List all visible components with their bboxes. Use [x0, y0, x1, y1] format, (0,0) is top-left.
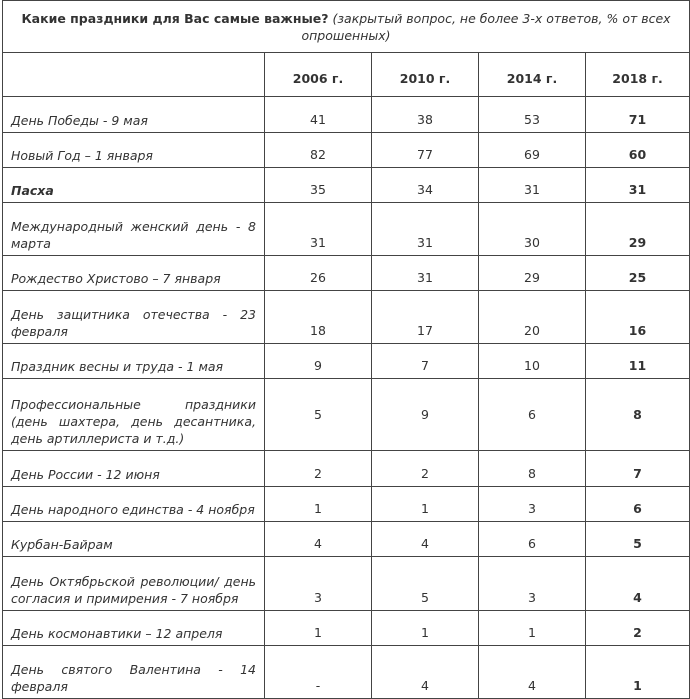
value-cell: 34 — [372, 168, 479, 203]
table-row — [3, 203, 690, 256]
value-cell: 77 — [372, 133, 479, 168]
value-cell: 31 — [479, 168, 586, 203]
value-cell: 82 — [265, 133, 372, 168]
table-row — [3, 451, 690, 487]
table-row — [3, 611, 690, 646]
value-cell: 31 — [265, 203, 372, 256]
value-cell: 2 — [372, 451, 479, 487]
value-cell: 6 — [586, 487, 690, 522]
value-cell: 7 — [586, 451, 690, 487]
value-cell: 1 — [586, 646, 690, 699]
value-cell: 2 — [265, 451, 372, 487]
value-cell: 69 — [479, 133, 586, 168]
row-label: Рождество Христово – 7 января — [3, 256, 265, 291]
value-cell: 10 — [479, 344, 586, 379]
value-cell: 1 — [479, 611, 586, 646]
value-cell: 1 — [372, 487, 479, 522]
value-cell: 1 — [372, 611, 479, 646]
row-label: День защитника отечества - 23 февраля — [3, 291, 265, 344]
row-label: День Октябрьской революции/ день согласия и примирения - 7 ноября — [3, 557, 265, 611]
value-cell: 7 — [372, 344, 479, 379]
value-cell: 25 — [586, 256, 690, 291]
row-label: Пасха — [3, 168, 265, 203]
value-cell: 60 — [586, 133, 690, 168]
table-row — [3, 168, 690, 203]
value-cell: 31 — [586, 168, 690, 203]
table-caption — [3, 1, 690, 53]
column-header: 2018 г. — [586, 53, 690, 97]
row-label: Новый Год – 1 января — [3, 133, 265, 168]
value-cell: 20 — [479, 291, 586, 344]
value-cell: 29 — [479, 256, 586, 291]
value-cell: 3 — [265, 557, 372, 611]
value-cell: 5 — [586, 522, 690, 557]
column-header: 2014 г. — [479, 53, 586, 97]
value-cell: 31 — [372, 203, 479, 256]
column-header: 2006 г. — [265, 53, 372, 97]
row-label: День народного единства - 4 ноября — [3, 487, 265, 522]
value-cell: 35 — [265, 168, 372, 203]
header-empty — [3, 53, 265, 97]
table-row — [3, 256, 690, 291]
value-cell: 4 — [372, 646, 479, 699]
row-label: День святого Валентина - 14 февраля — [3, 646, 265, 699]
row-label: День космонавтики – 12 апреля — [3, 611, 265, 646]
table-row — [3, 646, 690, 699]
value-cell: 38 — [372, 97, 479, 133]
value-cell: 6 — [479, 522, 586, 557]
value-cell: 5 — [265, 379, 372, 451]
value-cell: 9 — [265, 344, 372, 379]
value-cell: 4 — [372, 522, 479, 557]
question-text: Какие праздники для Вас самые важные? — [21, 10, 329, 26]
row-label: Курбан-Байрам — [3, 522, 265, 557]
value-cell: 4 — [586, 557, 690, 611]
survey-table — [2, 0, 690, 699]
value-cell: 29 — [586, 203, 690, 256]
table-row — [3, 557, 690, 611]
value-cell: 30 — [479, 203, 586, 256]
value-cell: 26 — [265, 256, 372, 291]
row-label: День России - 12 июня — [3, 451, 265, 487]
value-cell: 2 — [586, 611, 690, 646]
value-cell: 3 — [479, 487, 586, 522]
value-cell: 41 — [265, 97, 372, 133]
row-label: Профессиональные праздники (день шахтера, день десантника, день артиллериста и т.д.) — [3, 379, 265, 451]
value-cell: 18 — [265, 291, 372, 344]
table-row — [3, 522, 690, 557]
value-cell: 31 — [372, 256, 479, 291]
value-cell: 1 — [265, 487, 372, 522]
table-row — [3, 97, 690, 133]
value-cell: 16 — [586, 291, 690, 344]
value-cell: 5 — [372, 557, 479, 611]
table-row — [3, 379, 690, 451]
value-cell: 8 — [479, 451, 586, 487]
value-cell: 8 — [586, 379, 690, 451]
row-label: День Победы - 9 мая — [3, 97, 265, 133]
table-row — [3, 291, 690, 344]
value-cell: 17 — [372, 291, 479, 344]
row-label: Праздник весны и труда - 1 мая — [3, 344, 265, 379]
table-row — [3, 344, 690, 379]
value-cell: 11 — [586, 344, 690, 379]
value-cell: 9 — [372, 379, 479, 451]
question-note: (закрытый вопрос, не более 3-х ответов, % от всех опрошенных) — [301, 10, 671, 43]
value-cell: 4 — [479, 646, 586, 699]
column-header: 2010 г. — [372, 53, 479, 97]
value-cell: 6 — [479, 379, 586, 451]
value-cell: 3 — [479, 557, 586, 611]
value-cell: 1 — [265, 611, 372, 646]
row-label: Международный женский день - 8 марта — [3, 203, 265, 256]
table-row — [3, 133, 690, 168]
value-cell: 71 — [586, 97, 690, 133]
value-cell: 4 — [265, 522, 372, 557]
header-row — [3, 53, 690, 97]
value-cell: 53 — [479, 97, 586, 133]
table-row — [3, 487, 690, 522]
value-cell: - — [265, 646, 372, 699]
